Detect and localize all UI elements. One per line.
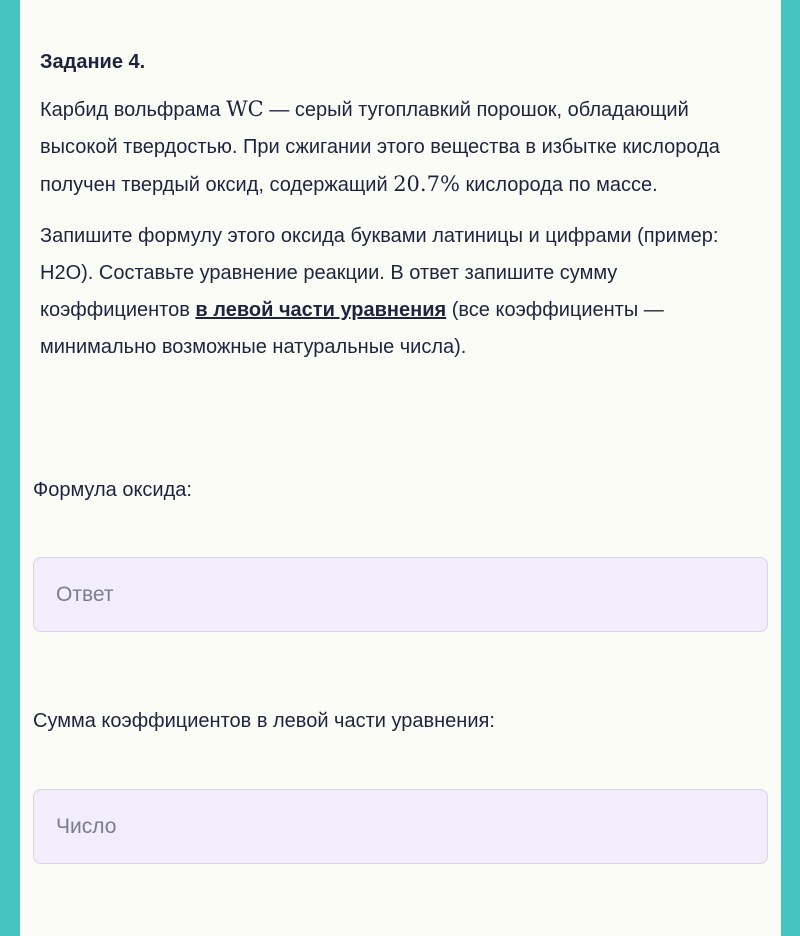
formula-wc: WC [226,97,264,121]
instructions-text-1: Запишите формулу этого оксида буквами латиницы и цифрами (пример: H2O). Составьте уравнение реакции. В ответ запишите сумму коэффициентов [40,225,719,321]
oxygen-percent: 20.7% [393,172,460,196]
coefficient-sum-input[interactable] [33,789,768,864]
oxide-formula-input[interactable] [33,557,768,632]
task-description [40,91,760,204]
oxide-formula-label: Формула оксида: [33,479,192,501]
task-card [20,0,781,936]
task-instructions [40,218,760,366]
task-content [40,46,760,380]
task-title: Задание 4. [40,51,146,73]
left-side-emphasis: в левой части уравнения [195,299,447,321]
description-text-2: — серый тугоплавкий порошок, обладающий высокой твердостью. При сжигании этого вещества в избытке кислорода получен твердый оксид, содержащий [40,99,720,196]
coefficient-sum-label: Сумма коэффициентов в левой части уравнения: [33,710,495,732]
description-text-3: кислорода по массе. [459,174,658,196]
instructions-text-2: (все коэффициенты — минимально возможные натуральные числа). [40,299,664,358]
description-text-1: Карбид вольфрама [40,99,227,121]
